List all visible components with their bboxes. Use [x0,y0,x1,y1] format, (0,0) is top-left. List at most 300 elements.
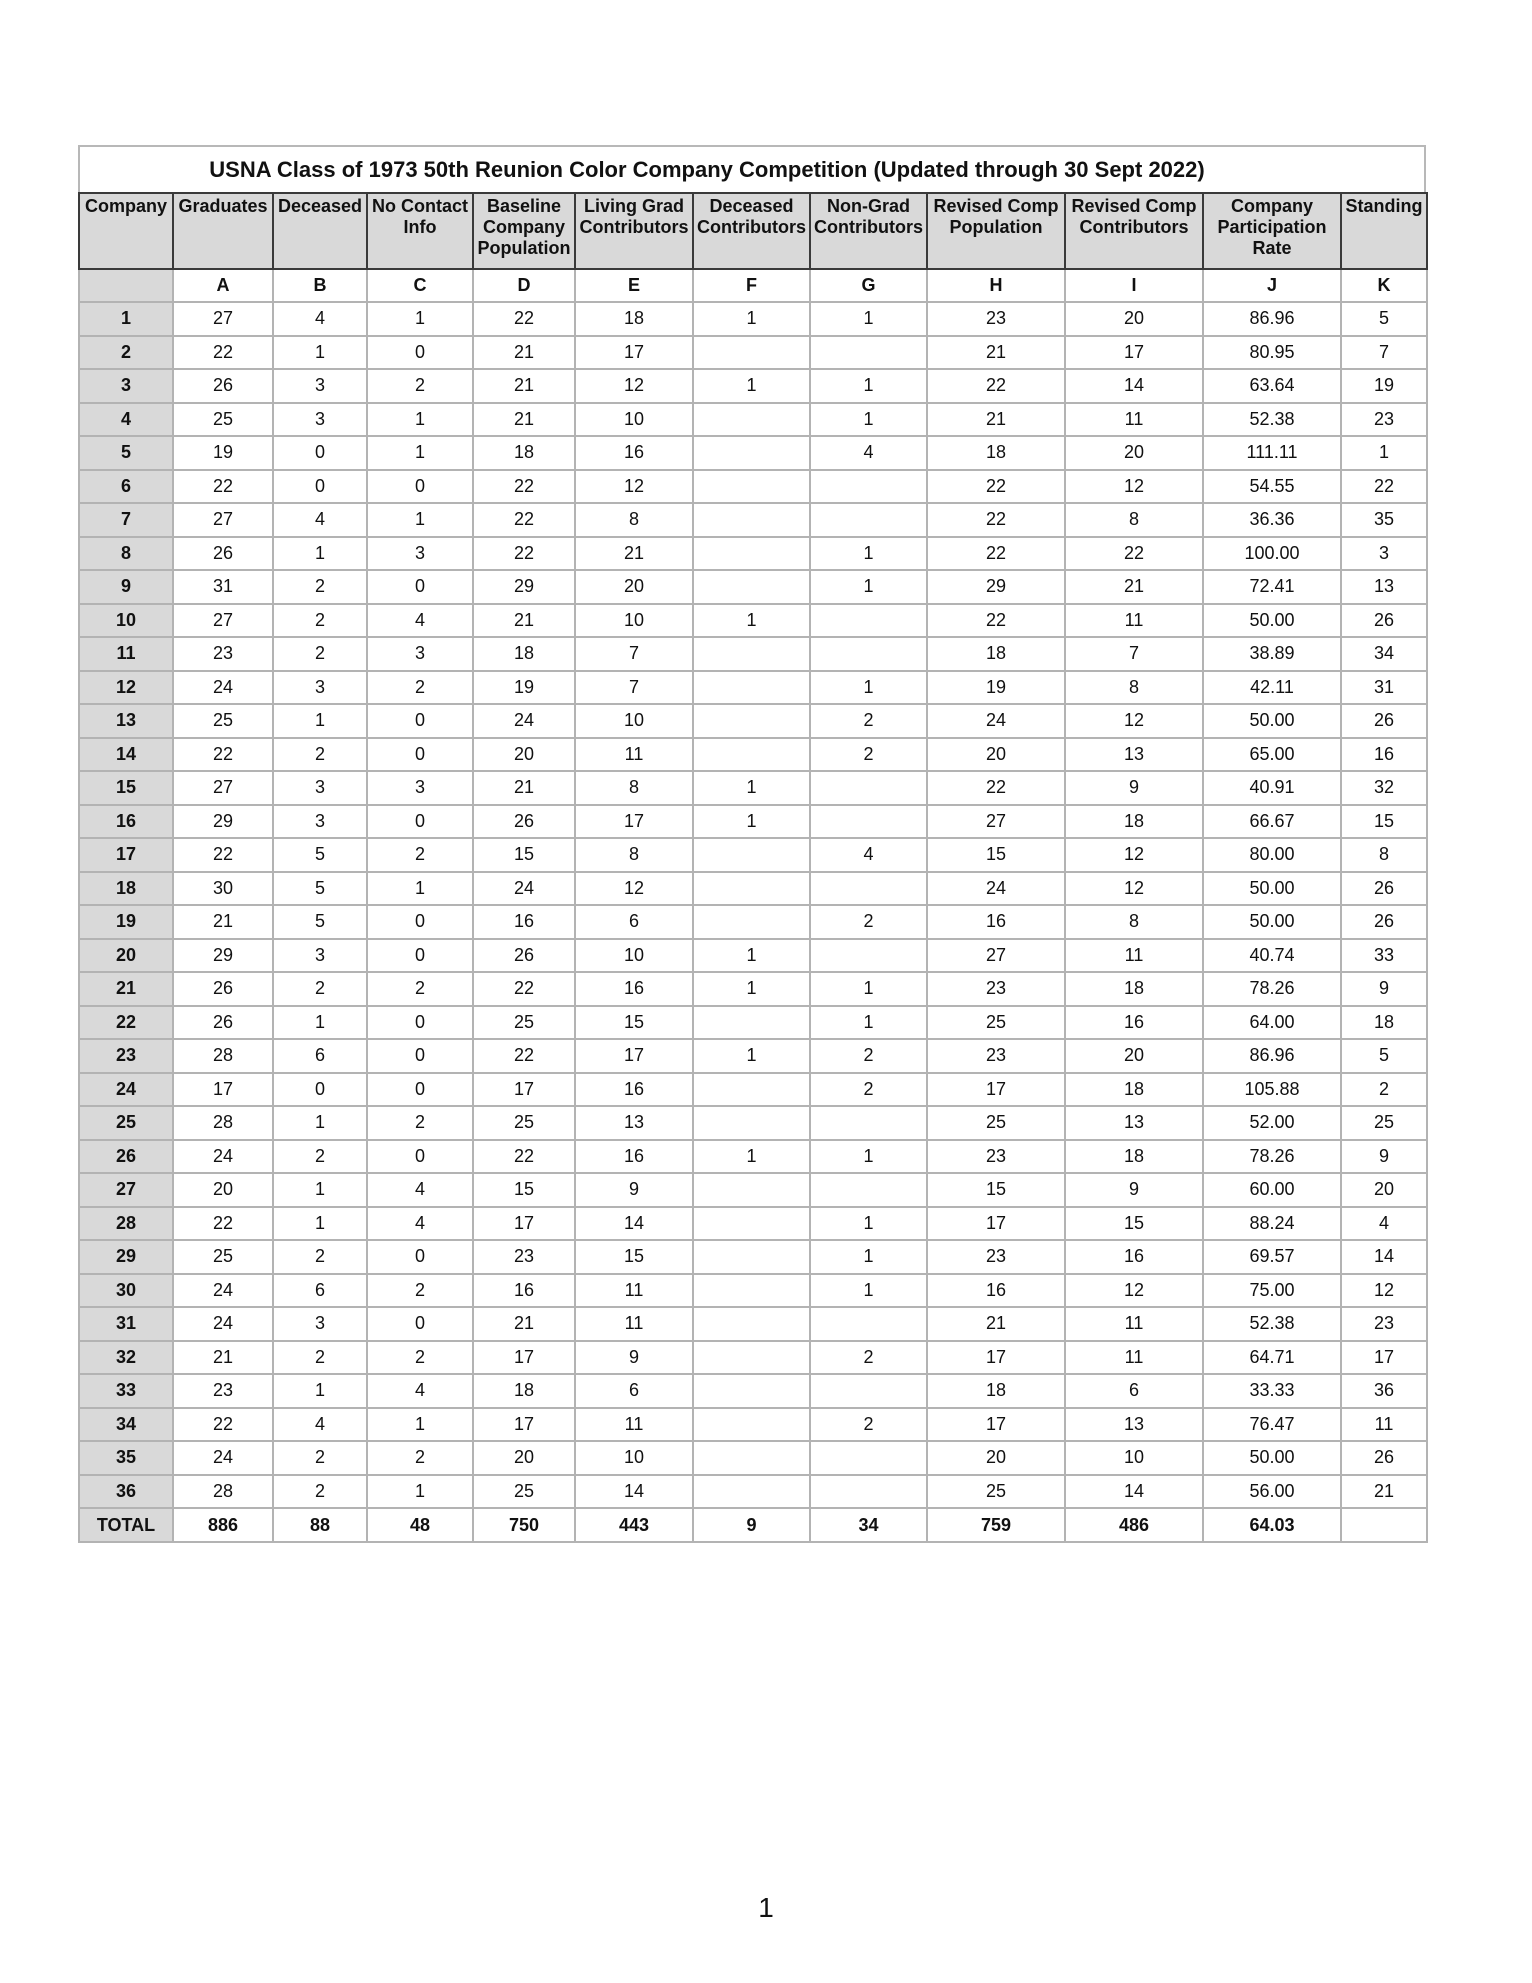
company-label: 27 [79,1173,173,1207]
table-cell: 1 [273,1006,367,1040]
table-cell: 5 [273,872,367,906]
table-row [79,872,1427,906]
table-cell: 42.11 [1203,671,1341,705]
table-cell: 17 [173,1073,273,1107]
table-cell: 50.00 [1203,704,1341,738]
company-label: 3 [79,369,173,403]
page-number: 1 [758,1892,774,1923]
table-row [79,302,1427,336]
company-label: 14 [79,738,173,772]
table-row [79,1307,1427,1341]
table-cell: 40.91 [1203,771,1341,805]
table-row [79,738,1427,772]
table-cell: 11 [1065,403,1203,437]
table-cell: 7 [575,637,693,671]
table-cell: 1 [367,1408,473,1442]
table-cell: 2 [367,972,473,1006]
column-letter: A [173,269,273,302]
company-label: 36 [79,1475,173,1509]
table-cell [810,805,927,839]
table-cell: 28 [173,1106,273,1140]
table-cell: 18 [1065,1140,1203,1174]
table-cell: 21 [1341,1475,1427,1509]
total-cell: 48 [367,1508,473,1542]
table-cell: 80.00 [1203,838,1341,872]
table-cell: 27 [173,771,273,805]
table-cell: 17 [927,1341,1065,1375]
company-label: 16 [79,805,173,839]
table-cell: 21 [927,1307,1065,1341]
table-cell: 63.64 [1203,369,1341,403]
table-cell: 7 [1341,336,1427,370]
table-cell: 2 [273,604,367,638]
table-cell: 27 [927,939,1065,973]
table-row [79,1408,1427,1442]
table-cell: 76.47 [1203,1408,1341,1442]
table-cell [693,503,810,537]
table-cell: 13 [1065,738,1203,772]
table-cell [693,905,810,939]
table-cell [810,1441,927,1475]
table-cell: 0 [367,1073,473,1107]
column-header: No Contact Info [367,193,473,269]
table-cell: 34 [1341,637,1427,671]
table-cell: 18 [1065,972,1203,1006]
table-cell: 24 [173,671,273,705]
table-cell [693,570,810,604]
table-cell: 17 [473,1341,575,1375]
table-cell: 8 [1065,905,1203,939]
table-cell: 30 [173,872,273,906]
table-cell: 12 [1065,1274,1203,1308]
table-cell: 15 [473,838,575,872]
table-cell: 0 [273,1073,367,1107]
table-cell: 33 [1341,939,1427,973]
table-cell: 11 [1065,1307,1203,1341]
table-cell: 1 [810,537,927,571]
table-cell: 29 [927,570,1065,604]
table-cell: 26 [473,805,575,839]
column-letter: C [367,269,473,302]
table-cell: 2 [810,704,927,738]
table-cell: 18 [927,436,1065,470]
table-row [79,972,1427,1006]
table-cell: 24 [173,1441,273,1475]
table-cell: 25 [927,1475,1065,1509]
table-cell: 11 [1065,604,1203,638]
table-cell: 17 [473,1207,575,1241]
table-cell: 4 [1341,1207,1427,1241]
table-cell: 2 [273,570,367,604]
table-cell [693,1006,810,1040]
table-cell [693,1341,810,1375]
company-label: 21 [79,972,173,1006]
total-label: TOTAL [79,1508,173,1542]
table-cell [693,336,810,370]
table-cell: 21 [473,403,575,437]
table-row [79,771,1427,805]
table-cell [693,1240,810,1274]
table-cell: 4 [273,1408,367,1442]
table-row [79,470,1427,504]
table-cell: 1 [273,1207,367,1241]
table-row [79,1441,1427,1475]
table-cell: 20 [1065,1039,1203,1073]
table-cell [693,1475,810,1509]
table-cell: 17 [927,1073,1065,1107]
table-cell: 20 [575,570,693,604]
column-header: Deceased [273,193,367,269]
table-cell: 3 [367,537,473,571]
table-cell: 21 [927,403,1065,437]
table-cell: 25 [473,1475,575,1509]
table-cell: 10 [575,604,693,638]
table-cell: 3 [273,369,367,403]
column-letter: K [1341,269,1427,302]
table-cell: 3 [367,771,473,805]
column-letter: G [810,269,927,302]
table-cell: 4 [273,302,367,336]
table-cell: 16 [575,1073,693,1107]
table-cell: 5 [1341,1039,1427,1073]
table-cell: 8 [575,503,693,537]
table-cell [693,872,810,906]
table-cell: 0 [367,1240,473,1274]
table-cell: 22 [173,1408,273,1442]
table-cell: 2 [273,738,367,772]
table-cell: 31 [1341,671,1427,705]
table-cell: 78.26 [1203,972,1341,1006]
table-cell: 1 [810,1006,927,1040]
table-cell: 50.00 [1203,872,1341,906]
table-row [79,1475,1427,1509]
table-cell: 23 [927,302,1065,336]
table-cell: 22 [927,470,1065,504]
table-cell: 0 [367,570,473,604]
table-cell: 16 [575,972,693,1006]
table-cell [693,1073,810,1107]
table-cell: 18 [473,1374,575,1408]
header-row [79,193,1427,269]
table-cell: 16 [1065,1240,1203,1274]
table-cell: 25 [927,1106,1065,1140]
total-cell: 750 [473,1508,575,1542]
table-cell: 2 [367,1341,473,1375]
table-cell: 72.41 [1203,570,1341,604]
table-cell: 26 [1341,604,1427,638]
table-cell: 1 [273,537,367,571]
table-cell: 31 [173,570,273,604]
table-cell: 22 [473,1039,575,1073]
table-cell [810,470,927,504]
company-label: 15 [79,771,173,805]
table-cell: 18 [473,436,575,470]
table-cell [693,1274,810,1308]
table-cell [693,436,810,470]
company-label: 26 [79,1140,173,1174]
table-cell: 4 [367,1173,473,1207]
table-cell [693,1173,810,1207]
table-cell: 18 [927,1374,1065,1408]
table-row [79,1240,1427,1274]
table-cell [693,838,810,872]
table-cell: 15 [1341,805,1427,839]
table-cell: 25 [473,1006,575,1040]
table-cell: 78.26 [1203,1140,1341,1174]
table-cell: 1 [693,939,810,973]
table-cell: 8 [575,771,693,805]
table-cell: 20 [473,1441,575,1475]
table-cell: 19 [473,671,575,705]
table-cell: 26 [1341,872,1427,906]
table-cell [693,1307,810,1341]
table-cell: 69.57 [1203,1240,1341,1274]
table-row [79,403,1427,437]
table-cell: 26 [173,972,273,1006]
table-cell: 75.00 [1203,1274,1341,1308]
table-cell: 20 [173,1173,273,1207]
table-cell: 80.95 [1203,336,1341,370]
table-cell: 15 [927,1173,1065,1207]
table-cell: 11 [575,1408,693,1442]
table-cell: 18 [575,302,693,336]
table-cell: 24 [473,704,575,738]
table-cell: 22 [473,302,575,336]
table-cell [810,1173,927,1207]
table-cell [693,1441,810,1475]
table-cell: 1 [810,403,927,437]
table-cell: 105.88 [1203,1073,1341,1107]
table-cell: 10 [575,704,693,738]
table-cell: 23 [1341,403,1427,437]
column-header: Non-Grad Contributors [810,193,927,269]
table-cell: 52.00 [1203,1106,1341,1140]
table-cell: 2 [367,671,473,705]
table-cell: 21 [173,905,273,939]
column-letter [79,269,173,302]
table-cell: 29 [473,570,575,604]
table-cell: 12 [1065,838,1203,872]
table-cell: 36.36 [1203,503,1341,537]
table-cell: 3 [367,637,473,671]
column-header: Deceased Contributors [693,193,810,269]
table-cell: 7 [1065,637,1203,671]
table-cell: 64.00 [1203,1006,1341,1040]
table-cell: 13 [1065,1408,1203,1442]
table-cell: 17 [473,1073,575,1107]
table-cell: 8 [1065,503,1203,537]
table-cell: 33.33 [1203,1374,1341,1408]
column-header: Baseline Company Population [473,193,575,269]
table-cell [810,1307,927,1341]
table-cell: 4 [810,436,927,470]
table-cell: 5 [273,905,367,939]
table-cell: 17 [927,1408,1065,1442]
table-row [79,1207,1427,1241]
table-row [79,1073,1427,1107]
total-cell [1341,1508,1427,1542]
table-cell: 21 [1065,570,1203,604]
table-cell: 23 [1341,1307,1427,1341]
table-cell: 2 [273,972,367,1006]
table-cell: 2 [1341,1073,1427,1107]
table-cell: 22 [927,771,1065,805]
total-cell: 486 [1065,1508,1203,1542]
table-cell: 23 [173,1374,273,1408]
column-letter: B [273,269,367,302]
company-label: 7 [79,503,173,537]
table-cell: 40.74 [1203,939,1341,973]
table-cell: 24 [173,1274,273,1308]
table-cell: 52.38 [1203,1307,1341,1341]
table-cell: 13 [1065,1106,1203,1140]
table-cell: 20 [927,738,1065,772]
table-row [79,436,1427,470]
table-row [79,637,1427,671]
table-row [79,838,1427,872]
table-cell: 1 [367,436,473,470]
table-cell: 25 [173,704,273,738]
table-cell: 27 [173,302,273,336]
table-cell: 35 [1341,503,1427,537]
table-cell: 17 [1065,336,1203,370]
table-row [79,336,1427,370]
table-cell: 22 [927,369,1065,403]
table-cell: 1 [693,972,810,1006]
table-cell: 86.96 [1203,302,1341,336]
table-cell: 21 [473,1307,575,1341]
table-cell: 2 [273,637,367,671]
table-cell [693,704,810,738]
total-cell: 9 [693,1508,810,1542]
table-cell: 32 [1341,771,1427,805]
table-row [79,704,1427,738]
column-letter: E [575,269,693,302]
table-cell: 21 [473,336,575,370]
table-cell: 22 [1341,470,1427,504]
table-cell: 17 [927,1207,1065,1241]
table-row [79,604,1427,638]
table-cell: 36 [1341,1374,1427,1408]
table-cell: 9 [1341,1140,1427,1174]
company-label: 34 [79,1408,173,1442]
table-cell: 1 [693,369,810,403]
table-cell: 88.24 [1203,1207,1341,1241]
table-cell: 14 [575,1207,693,1241]
table-cell: 1 [693,302,810,336]
table-cell [693,1207,810,1241]
column-header: Company Participation Rate [1203,193,1341,269]
table-cell: 12 [575,369,693,403]
company-label: 17 [79,838,173,872]
table-cell [693,537,810,571]
company-label: 11 [79,637,173,671]
table-cell: 3 [1341,537,1427,571]
table-cell: 8 [575,838,693,872]
table-cell: 3 [273,1307,367,1341]
table-cell: 27 [173,503,273,537]
table-cell: 19 [927,671,1065,705]
table-cell: 11 [575,1307,693,1341]
table-cell: 26 [173,369,273,403]
table-cell: 1 [367,302,473,336]
table-cell: 4 [367,604,473,638]
table-cell: 28 [173,1039,273,1073]
table-cell: 10 [575,939,693,973]
table-cell: 25 [173,1240,273,1274]
table-cell: 10 [575,403,693,437]
table-cell: 1 [810,671,927,705]
table-cell: 22 [173,738,273,772]
table-cell: 22 [927,604,1065,638]
table-cell: 21 [473,369,575,403]
table-cell: 7 [575,671,693,705]
company-label: 19 [79,905,173,939]
table-cell: 1 [367,403,473,437]
table-cell: 20 [927,1441,1065,1475]
table-cell: 26 [1341,905,1427,939]
company-label: 33 [79,1374,173,1408]
table-cell: 38.89 [1203,637,1341,671]
table-cell: 22 [473,1140,575,1174]
table-cell: 16 [575,1140,693,1174]
table-cell: 2 [273,1240,367,1274]
table-cell [810,503,927,537]
table-cell: 0 [367,1039,473,1073]
table-cell: 1 [1341,436,1427,470]
table-cell: 22 [473,503,575,537]
competition-table [78,192,1428,1543]
table-cell: 24 [927,704,1065,738]
company-label: 23 [79,1039,173,1073]
company-label: 29 [79,1240,173,1274]
table-row [79,1374,1427,1408]
table-cell: 2 [273,1140,367,1174]
company-label: 12 [79,671,173,705]
table-cell: 9 [1065,1173,1203,1207]
table-cell: 16 [575,436,693,470]
table-cell [693,403,810,437]
table-cell [693,470,810,504]
table-cell [810,872,927,906]
table-cell: 12 [1065,704,1203,738]
table-cell: 13 [1341,570,1427,604]
company-label: 28 [79,1207,173,1241]
table-cell: 14 [1341,1240,1427,1274]
company-label: 18 [79,872,173,906]
table-cell: 2 [273,1441,367,1475]
table-cell: 5 [1341,302,1427,336]
table-cell: 15 [927,838,1065,872]
table-cell: 0 [367,704,473,738]
table-cell: 20 [473,738,575,772]
table-row [79,1106,1427,1140]
table-cell: 52.38 [1203,403,1341,437]
company-label: 30 [79,1274,173,1308]
table-cell: 4 [367,1207,473,1241]
table-cell: 18 [1065,1073,1203,1107]
table-row [79,570,1427,604]
table-cell: 11 [575,1274,693,1308]
table-cell: 2 [810,1073,927,1107]
table-cell: 9 [575,1341,693,1375]
table-cell: 23 [927,972,1065,1006]
table-cell: 100.00 [1203,537,1341,571]
table-cell: 20 [1065,436,1203,470]
table-cell: 60.00 [1203,1173,1341,1207]
table-cell: 22 [1065,537,1203,571]
table-cell: 19 [173,436,273,470]
